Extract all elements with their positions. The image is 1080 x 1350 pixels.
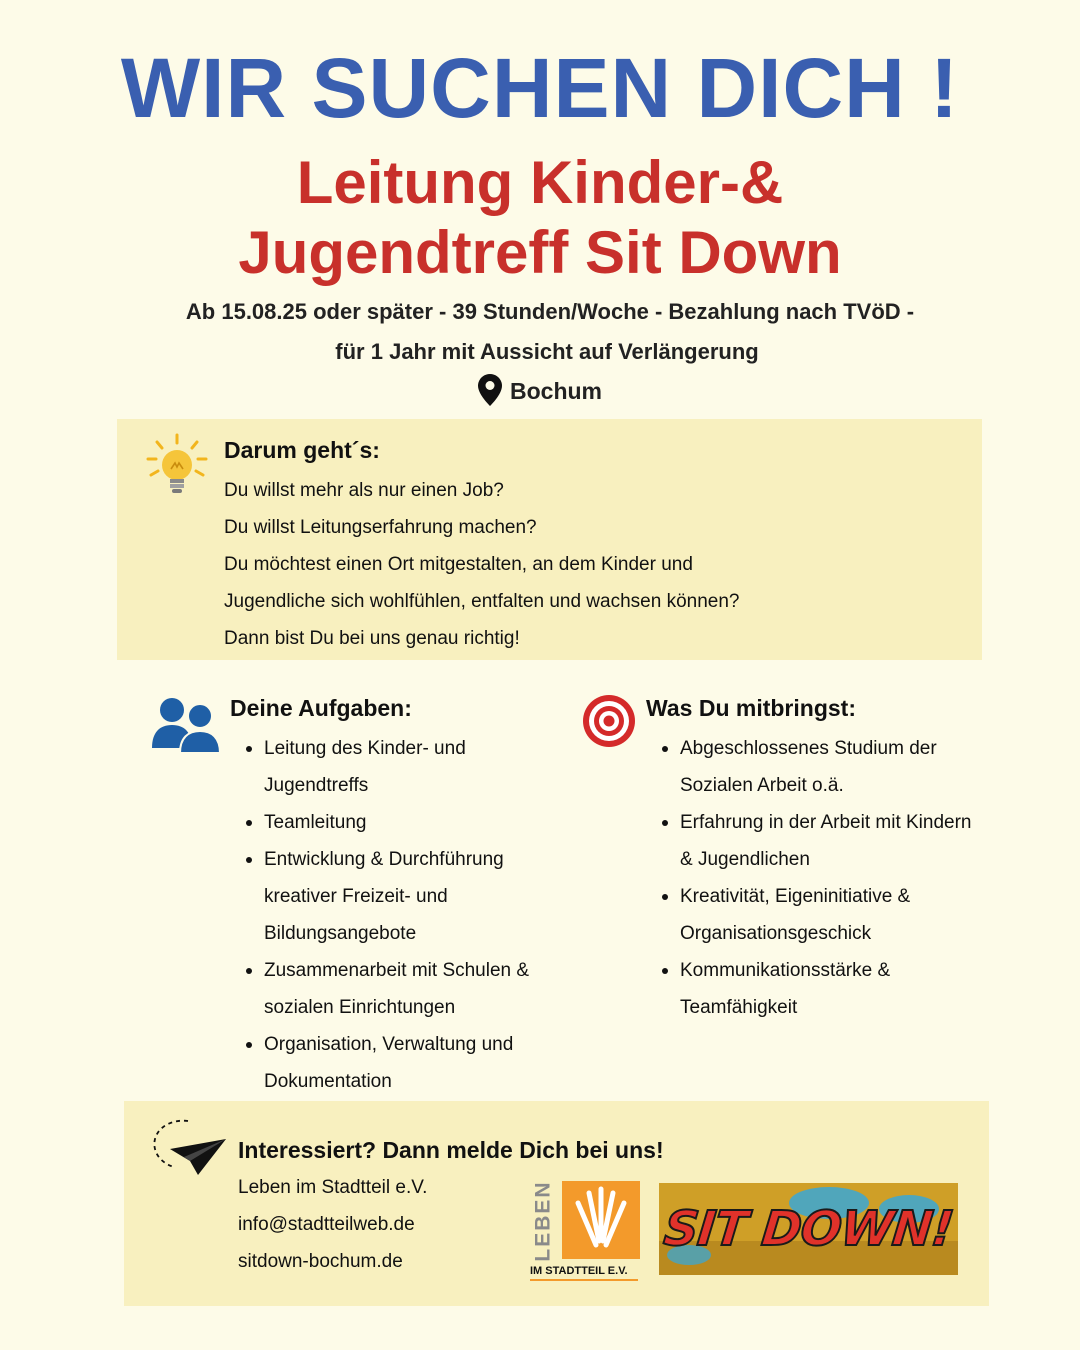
list-item — [230, 952, 570, 1026]
list-item-line: kreativer Freizeit- und — [264, 886, 448, 907]
list-item-line: Erfahrung in der Arbeit mit Kindern — [680, 812, 972, 833]
job-title-line-1: Leitung Kinder-& — [296, 149, 784, 216]
list-item-line: Sozialen Arbeit o.ä. — [680, 775, 844, 796]
list-item — [646, 730, 1006, 804]
intro-line: Du möchtest einen Ort mitgestalten, an dem Kinder und — [224, 554, 693, 575]
list-item-line: Zusammenarbeit mit Schulen & — [264, 960, 530, 981]
list-item-line: Organisation, Verwaltung und — [264, 1034, 514, 1055]
intro-title: Darum geht´s: — [224, 437, 380, 463]
intro-line: Du willst mehr als nur einen Job? — [224, 480, 504, 501]
list-item-line: Bildungsangebote — [264, 923, 417, 944]
list-item — [230, 1026, 570, 1100]
headline: WIR SUCHEN DICH ! — [120, 41, 960, 135]
list-item — [646, 952, 1006, 1026]
job-meta-line-1: Ab 15.08.25 oder später - 39 Stunden/Woche - Bezahlung nach TVöD - — [185, 299, 915, 324]
list-item — [646, 804, 1006, 878]
tasks-title: Deine Aufgaben: — [230, 695, 412, 721]
list-item — [230, 804, 570, 841]
contact-panel — [124, 1101, 989, 1306]
list-item-line: & Jugendlichen — [680, 849, 810, 870]
list-item — [646, 878, 1006, 952]
contact-details — [238, 1169, 427, 1280]
list-item-line: Organisationsgeschick — [680, 923, 872, 944]
intro-line: Dann bist Du bei uns genau richtig! — [224, 628, 520, 649]
people-icon — [152, 696, 220, 754]
tasks-list — [230, 730, 570, 1100]
requirements-title: Was Du mitbringst: — [646, 695, 856, 721]
logo-word: LEBEN — [532, 1180, 555, 1262]
sitdown-logo — [659, 1183, 958, 1275]
list-item-line: sozialen Einrichtungen — [264, 997, 456, 1018]
target-icon — [582, 694, 636, 748]
list-item-line: Jugendtreffs — [264, 775, 369, 796]
intro-panel — [117, 419, 982, 660]
contact-org: Leben im Stadtteil e.V. — [238, 1177, 428, 1198]
contact-email[interactable]: info@stadtteilweb.de — [238, 1214, 415, 1235]
list-item-line: Teamfähigkeit — [680, 997, 798, 1018]
requirements-list — [646, 730, 1006, 1026]
intro-line: Du willst Leitungserfahrung machen? — [224, 517, 537, 538]
logo-subtext: IM STADTTEIL E.V. — [530, 1265, 628, 1277]
list-item-line: Abgeschlossenes Studium der — [680, 738, 937, 759]
job-title-line-2: Jugendtreff Sit Down — [238, 219, 842, 286]
logo-emblem — [562, 1181, 640, 1259]
intro-text — [224, 472, 739, 657]
intro-line: Jugendliche sich wohlfühlen, entfalten und wachsen können? — [224, 591, 740, 612]
list-item — [230, 841, 570, 952]
contact-website[interactable]: sitdown-bochum.de — [238, 1251, 403, 1272]
list-item-line: Dokumentation — [264, 1071, 392, 1092]
location — [0, 374, 1080, 406]
job-meta-line-2: für 1 Jahr mit Aussicht auf Verlängerung — [335, 339, 759, 364]
list-item-line: Teamleitung — [264, 812, 367, 833]
sitdown-text: SIT DOWN! — [661, 1201, 956, 1257]
list-item-line: Kommunikationsstärke & — [680, 960, 891, 981]
lightbulb-icon — [145, 433, 209, 501]
contact-title: Interessiert? Dann melde Dich bei uns! — [238, 1137, 664, 1163]
list-item-line: Leitung des Kinder- und — [264, 738, 466, 759]
location-label: Bochum — [510, 378, 602, 404]
list-item-line: Entwicklung & Durchführung — [264, 849, 504, 870]
location-pin-icon — [478, 374, 502, 406]
list-item-line: Kreativität, Eigeninitiative & — [680, 886, 911, 907]
leben-im-stadtteil-logo — [530, 1179, 642, 1281]
paper-plane-icon — [150, 1117, 228, 1177]
list-item — [230, 730, 570, 804]
